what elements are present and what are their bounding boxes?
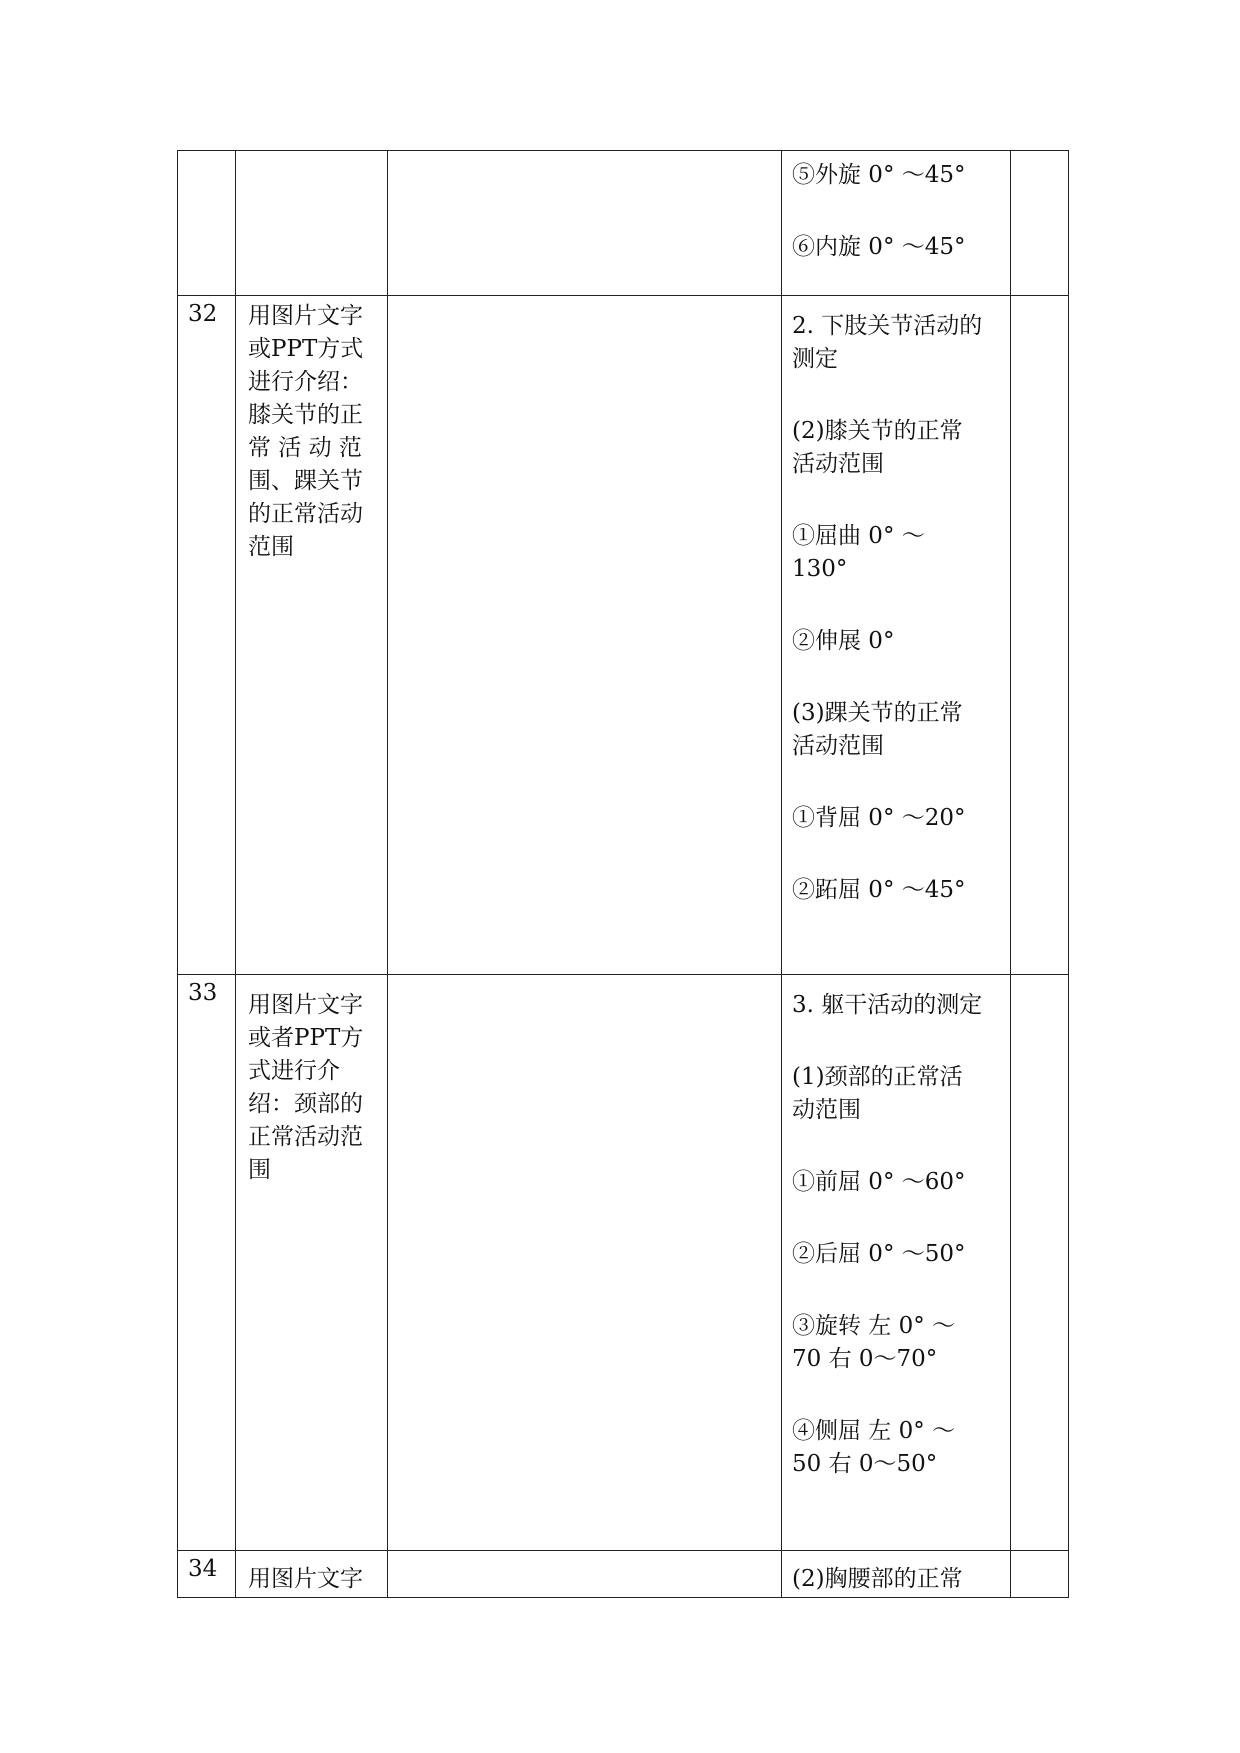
description-cell [236, 296, 388, 975]
content-line: ②伸展 0° [792, 628, 895, 654]
content-cell [782, 151, 1011, 296]
content-line: (2)膝关节的正常 活动范围 [792, 418, 963, 477]
table-row [178, 1551, 1069, 1598]
description-text: 用图片文字 [248, 1566, 363, 1592]
blank-cell [1011, 975, 1069, 1551]
content-line: ④侧屈 左 0° ～ 50 右 0～50° [792, 1418, 956, 1477]
content-line: ①背屈 0° ～20° [792, 805, 966, 831]
table-row [178, 151, 1069, 296]
description-text: 用图片文字 或PPT方式 进行介绍： 膝关节的正 常 活 动 范 围、踝关节 的正常活动 范围 [248, 303, 364, 560]
blank-cell [388, 151, 782, 296]
description-cell [236, 975, 388, 1551]
row-number: 33 [188, 980, 218, 1006]
content-cell [782, 1551, 1011, 1598]
content-line: ②后屈 0° ～50° [792, 1241, 966, 1267]
row-number-cell [178, 975, 236, 1551]
content-cell [782, 975, 1011, 1551]
content-line: ②跖屈 0° ～45° [792, 877, 966, 903]
description-cell [236, 1551, 388, 1598]
description-cell [236, 151, 388, 296]
blank-cell [388, 1551, 782, 1598]
blank-cell [388, 296, 782, 975]
row-number-cell [178, 1551, 236, 1598]
row-number-cell [178, 296, 236, 975]
content-line: 3. 躯干活动的测定 [792, 992, 983, 1018]
blank-cell [388, 975, 782, 1551]
table-row [178, 296, 1069, 975]
content-line: (1)颈部的正常活 动范围 [792, 1064, 963, 1123]
row-number: 32 [188, 301, 218, 327]
document-table [177, 150, 1069, 1598]
blank-cell [1011, 1551, 1069, 1598]
blank-cell [1011, 151, 1069, 296]
content-cell [782, 296, 1011, 975]
content-line: 2. 下肢关节活动的 测定 [792, 313, 983, 372]
row-number-cell [178, 151, 236, 296]
description-text: 用图片文字 或者PPT方 式进行介 绍：颈部的 正常活动范 围 [248, 992, 364, 1183]
content-line: ①屈曲 0° ～ 130° [792, 523, 925, 582]
table-row [178, 975, 1069, 1551]
content-line: ③旋转 左 0° ～ 70 右 0～70° [792, 1313, 956, 1372]
content-line: (2)胸腰部的正常 [792, 1566, 963, 1592]
content-line: ⑤外旋 0° ～45° [792, 162, 966, 188]
content-line: ①前屈 0° ～60° [792, 1169, 966, 1195]
content-line: (3)踝关节的正常 活动范围 [792, 700, 963, 759]
blank-cell [1011, 296, 1069, 975]
content-line: ⑥内旋 0° ～45° [792, 234, 966, 260]
row-number: 34 [188, 1556, 218, 1582]
